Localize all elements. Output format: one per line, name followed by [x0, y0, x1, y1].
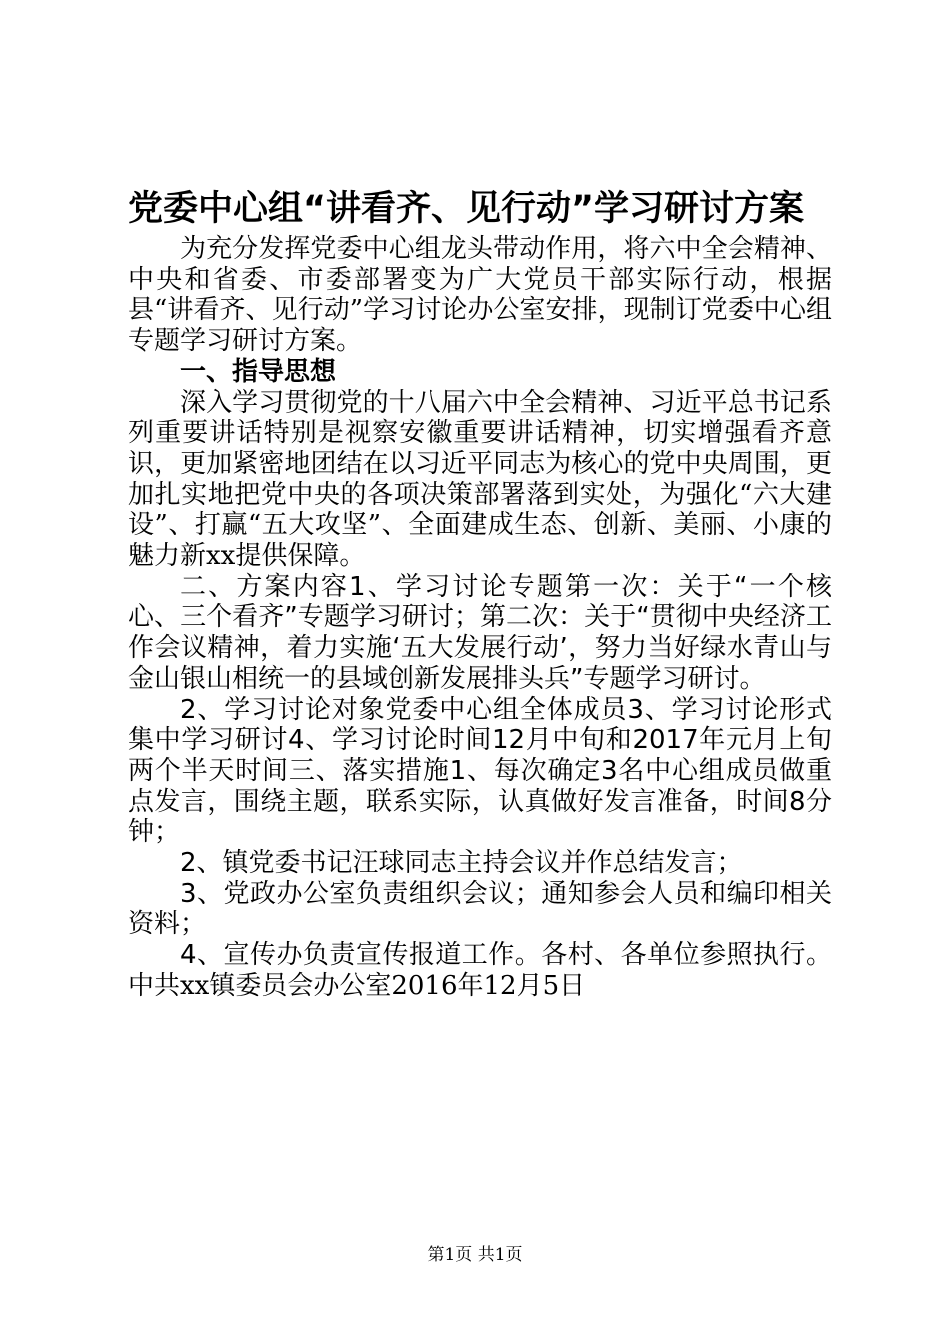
- section-heading-guiding-thought: 一、指导思想: [180, 356, 337, 387]
- measure-item-3: 3、党政办公室负责组织会议；通知参会人员和编印相关资料；: [128, 878, 832, 940]
- document-body: [128, 234, 832, 1002]
- intro-paragraph: 为充分发挥党委中心组龙头带动作用，将六中全会精神、中央和省委、市委部署变为广大党员干部实际行动，根据县“讲看齐、见行动”学习讨论办公室安排，现制订党委中心组专题学习研讨方案。: [128, 234, 832, 357]
- page-footer: 第1页 共1页: [427, 1245, 523, 1265]
- document-title: 党委中心组“讲看齐、见行动”学习研讨方案: [128, 189, 805, 229]
- measure-item-4: [128, 940, 832, 1001]
- closing-text: 各村、各单位参照执行。中共xx镇委员会办公室2016年12月5日: [128, 940, 832, 1001]
- guiding-thought-paragraph: 深入学习贯彻党的十八届六中全会精神、习近平总书记系列重要讲话特别是视察安徽重要讲话精神，切实增强看齐意识，更加紧密地团结在以习近平同志为核心的党中央周围，更加扎实地把党中央的各项决策部署落到实处，为强化“六大建设”、打赢“五大攻坚”、全面建成生态、创新、美丽、小康的魅力新xx提供保障。: [128, 387, 832, 572]
- measure-item-4-text: 4、宣传办负责宣传报道工作。: [180, 940, 542, 971]
- measure-item-2: 2、镇党委书记汪球同志主持会议并作总结发言；: [180, 848, 743, 879]
- discussion-details-paragraph: 2、学习讨论对象党委中心组全体成员3、学习讨论形式集中学习研讨4、学习讨论时间12月中旬和2017年元月上旬两个半天时间三、落实措施1、每次确定3名中心组成员做重点发言，围绕主题，联系实际，认真做好发言准备，时间8分钟；: [128, 694, 832, 848]
- plan-content-paragraph: 二、方案内容1、学习讨论专题第一次：关于“一个核心、三个看齐”专题学习研讨；第二次：关于“贯彻中央经济工作会议精神，着力实施‘五大发展行动’，努力当好绿水青山与金山银山相统一的县域创新发展排头兵”专题学习研讨。: [128, 571, 832, 694]
